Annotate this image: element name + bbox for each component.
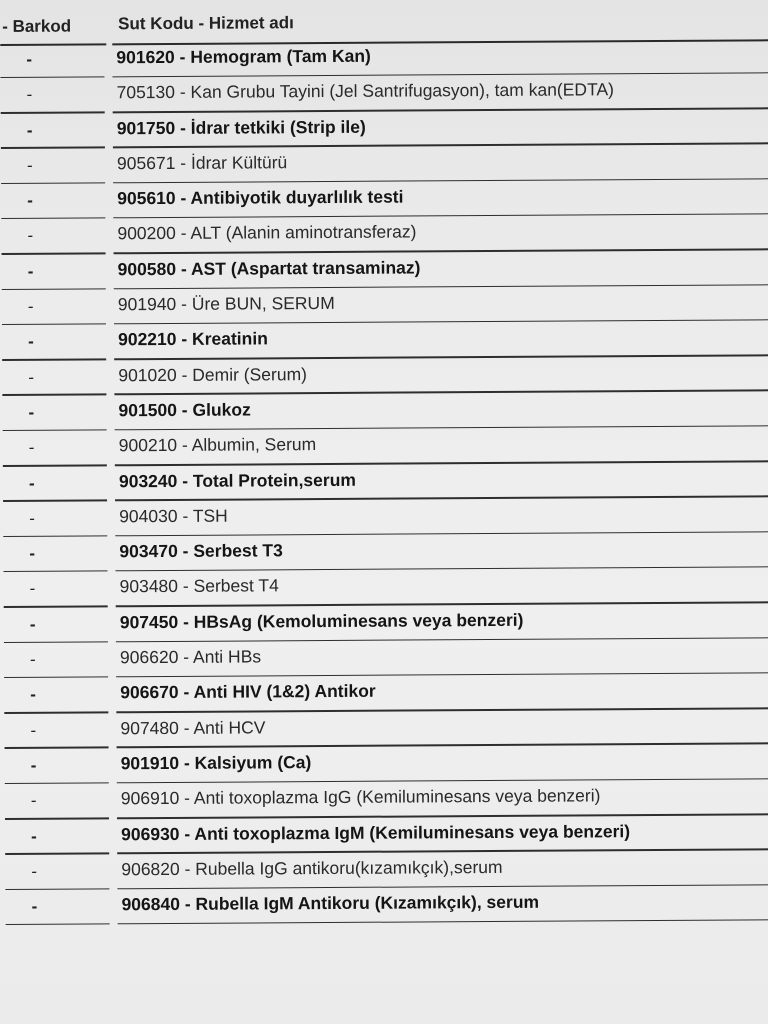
table-row bbox=[1, 216, 768, 256]
service-cell: 901500 - Glukoz bbox=[118, 399, 251, 421]
barkod-cell: - bbox=[28, 367, 35, 387]
table-row bbox=[0, 39, 768, 79]
row-divider-right bbox=[118, 919, 768, 925]
row-divider-left bbox=[6, 923, 110, 925]
table-row bbox=[2, 286, 768, 326]
service-column-header: Sut Kodu - Hizmet adı bbox=[118, 13, 294, 34]
service-cell: 906910 - Anti toxoplazma IgG (Kemiluminesans veya benzeri) bbox=[120, 785, 601, 809]
barkod-cell: - bbox=[27, 190, 33, 211]
table-row bbox=[1, 180, 768, 220]
barkod-cell: - bbox=[28, 332, 34, 352]
service-cell: 907450 - HBsAg (Kemoluminesans veya benzeri) bbox=[119, 609, 524, 633]
table-row bbox=[5, 781, 768, 821]
barkod-cell: - bbox=[27, 226, 34, 246]
barkod-cell: - bbox=[30, 791, 37, 811]
table-row bbox=[2, 392, 768, 432]
table-row bbox=[0, 75, 768, 115]
barkod-cell: - bbox=[26, 49, 33, 69]
service-cell: 907480 - Anti HCV bbox=[120, 717, 266, 738]
table-row bbox=[2, 251, 768, 291]
barkod-column-header: - Barkod bbox=[2, 16, 72, 36]
table-row bbox=[2, 357, 768, 397]
service-cell: 900580 - AST (Aspartat transaminaz) bbox=[117, 257, 421, 280]
table-row bbox=[1, 110, 768, 150]
table-row bbox=[4, 675, 768, 715]
service-cell: 705130 - Kan Grubu Tayini (Jel Santrifugasyon), tam kan(EDTA) bbox=[116, 79, 614, 103]
barkod-cell: - bbox=[27, 261, 34, 281]
barkod-cell: - bbox=[31, 861, 38, 881]
service-cell: 904030 - TSH bbox=[119, 505, 228, 527]
service-cell: 906620 - Anti HBs bbox=[119, 646, 262, 668]
table-row bbox=[5, 851, 768, 891]
service-cell: 905671 - İdrar Kültürü bbox=[116, 152, 288, 174]
service-cell: 900200 - ALT (Alanin aminotransferaz) bbox=[117, 221, 417, 244]
table-row bbox=[3, 498, 768, 538]
barkod-cell: - bbox=[26, 155, 33, 175]
service-cell: 900210 - Albumin, Serum bbox=[118, 434, 317, 456]
service-cell: 903240 - Total Protein,serum bbox=[118, 469, 356, 491]
service-table-body bbox=[0, 39, 768, 926]
service-cell: 905610 - Antibiyotik duyarlılık testi bbox=[117, 186, 404, 209]
service-cell: 903470 - Serbest T3 bbox=[119, 540, 283, 562]
table-row bbox=[4, 569, 768, 609]
service-cell: 901910 - Kalsiyum (Ca) bbox=[120, 752, 312, 774]
barkod-cell: - bbox=[28, 473, 35, 493]
table-row bbox=[4, 604, 768, 644]
service-cell: 903480 - Serbest T4 bbox=[119, 575, 279, 597]
service-cell: 901620 - Hemogram (Tam Kan) bbox=[116, 45, 371, 68]
barkod-cell: - bbox=[28, 402, 35, 422]
barkod-cell: - bbox=[29, 543, 36, 563]
table-row bbox=[3, 463, 768, 503]
barkod-cell: - bbox=[29, 649, 36, 669]
table-row bbox=[3, 533, 768, 573]
barkod-cell: - bbox=[26, 120, 33, 140]
service-cell: 906840 - Rubella IgM Antikoru (Kızamıkçık), serum bbox=[121, 891, 540, 915]
barkod-cell: - bbox=[30, 720, 37, 740]
service-cell: 901750 - İdrar tetkiki (Strip ile) bbox=[116, 116, 366, 138]
table-header bbox=[0, 5, 768, 42]
table-row bbox=[5, 745, 768, 785]
barkod-cell: - bbox=[26, 85, 33, 105]
table-row bbox=[5, 886, 768, 926]
barkod-cell: - bbox=[29, 579, 36, 599]
service-cell: 902210 - Kreatinin bbox=[118, 328, 268, 350]
barkod-cell: - bbox=[28, 438, 35, 458]
barkod-cell: - bbox=[29, 614, 36, 634]
service-cell: 901020 - Demir (Serum) bbox=[118, 363, 308, 385]
service-cell: 901940 - Üre BUN, SERUM bbox=[117, 293, 335, 315]
service-cell: 906930 - Anti toxoplazma IgM (Kemiluminesans veya benzeri) bbox=[121, 820, 631, 844]
barkod-cell: - bbox=[29, 508, 35, 528]
table-row bbox=[4, 639, 768, 679]
barkod-cell: - bbox=[31, 896, 38, 916]
table-row bbox=[3, 428, 768, 468]
service-cell: 906820 - Rubella IgG antikoru(kızamıkçık),serum bbox=[121, 856, 503, 880]
barkod-cell: - bbox=[30, 685, 36, 705]
table-row bbox=[5, 816, 768, 856]
service-cell: 906670 - Anti HIV (1&2) Antikor bbox=[120, 681, 376, 703]
table-row bbox=[2, 322, 768, 362]
barkod-cell: - bbox=[27, 296, 34, 316]
table-row bbox=[4, 710, 768, 750]
barkod-cell: - bbox=[30, 755, 37, 775]
table-row bbox=[1, 145, 768, 185]
barkod-cell: - bbox=[31, 826, 37, 846]
